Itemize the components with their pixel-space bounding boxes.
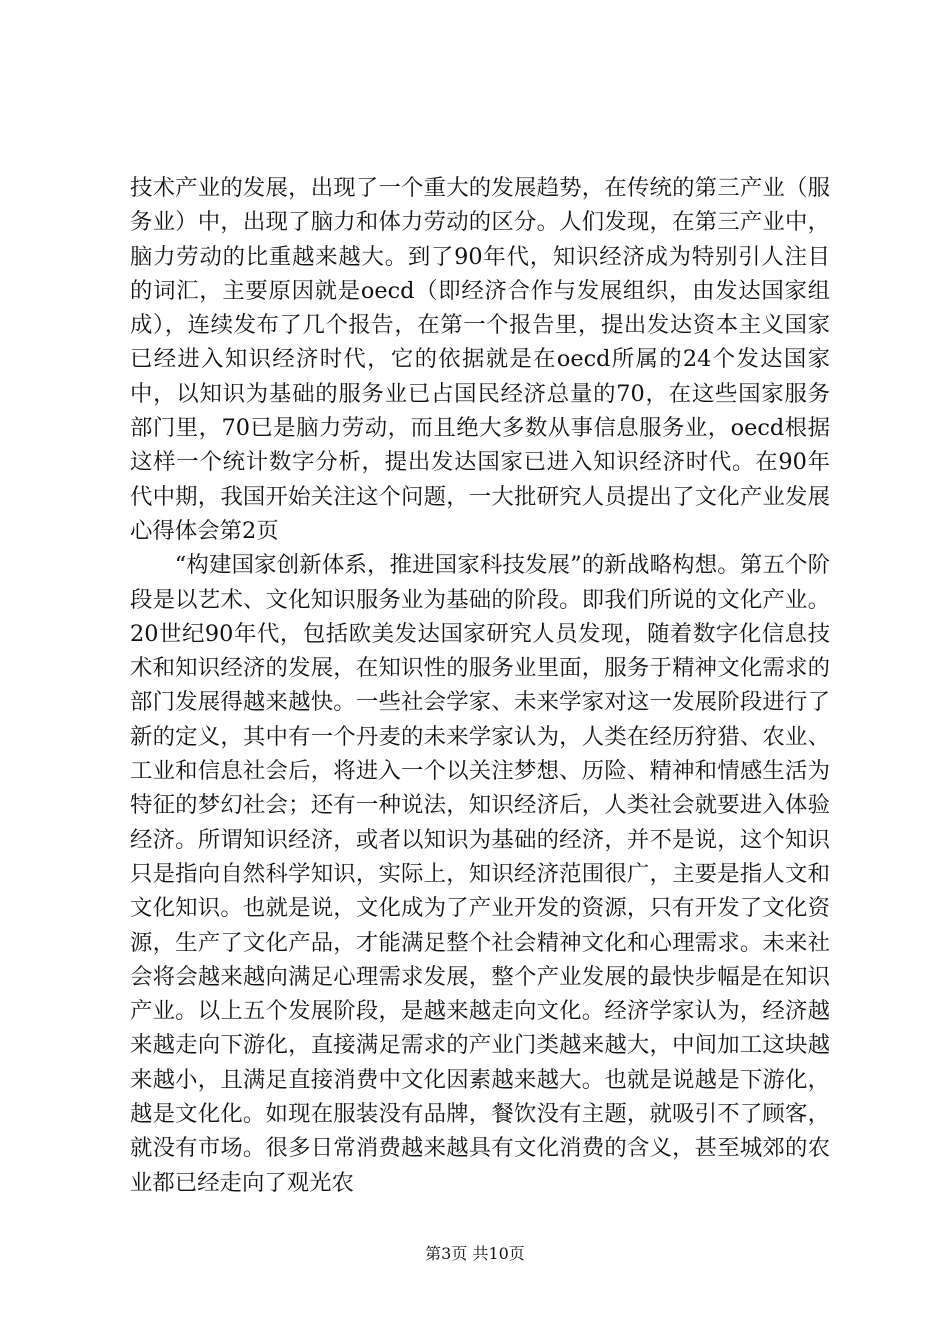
paragraph-2: “构建国家创新体系，推进国家科技发展”的新战略构想。第五个阶段是以艺术、文化知识服务业为基础的阶段。即我们所说的文化产业。20世纪90年代，包括欧美发达国家研究人员发现，随着数字化信息技术和知识经济的发展，在知识性的服务业里面，服务于精神文化需求的部门发展得越来越快。一些社会学家、未来学家对这一发展阶段进行了新的定义，其中有一个丹麦的未来学家认为，人类在经历狩猎、农业、工业和信息社会后，将进入一个以关注梦想、历险、精神和情感生活为特征的梦幻社会；还有一种说法，知识经济后，人类社会就要进入体验经济。所谓知识经济，或者以知识为基础的经济，并不是说，这个知识只是指向自然科学知识，实际上，知识经济范围很广，主要是指人文和文化知识。也就是说，文化成为了产业开发的资源，只有开发了文化资源，生产了文化产品，才能满足整个社会精神文化和心理需求。未来社会将会越来越向满足心理需求发展，整个产业发展的最快步幅是在知识产业。以上五个发展阶段，是越来越走向文化。经济学家认为，经济越来越走向下游化，直接满足需求的产业门类越来越大，中间加工这块越来越小，且满足直接消费中文化因素越来越大。也就是说越是下游化，越是文化化。如现在服装没有品牌，餐饮没有主题，就吸引不了顾客，就没有市场。很多日常消费越来越具有文化消费的含义，甚至城郊的农业都已经走向了观光农 xyxy=(130,552,830,1196)
paragraph-1: 技术产业的发展，出现了一个重大的发展趋势，在传统的第三产业（服务业）中，出现了脑力和体力劳动的区分。人们发现，在第三产业中，脑力劳动的比重越来越大。到了90年代，知识经济成为特别引人注目的词汇，主要原因就是oecd（即经济合作与发展组织，由发达国家组成），连续发布了几个报告，在第一个报告里，提出发达资本主义国家已经进入知识经济时代，它的依据就是在oecd所属的24个发达国家中，以知识为基础的服务业已占国民经济总量的70，在这些国家服务部门里，70已是脑力劳动，而且绝大多数从事信息服务业，oecd根据这样一个统计数字分析，提出发达国家已进入知识经济时代。在90年代中期，我国开始关注这个问题，一大批研究人员提出了文化产业发展心得体会第2页 xyxy=(130,175,830,544)
page-number-footer: 第3页 共10页 xyxy=(425,1244,525,1263)
document-body xyxy=(130,171,830,1200)
